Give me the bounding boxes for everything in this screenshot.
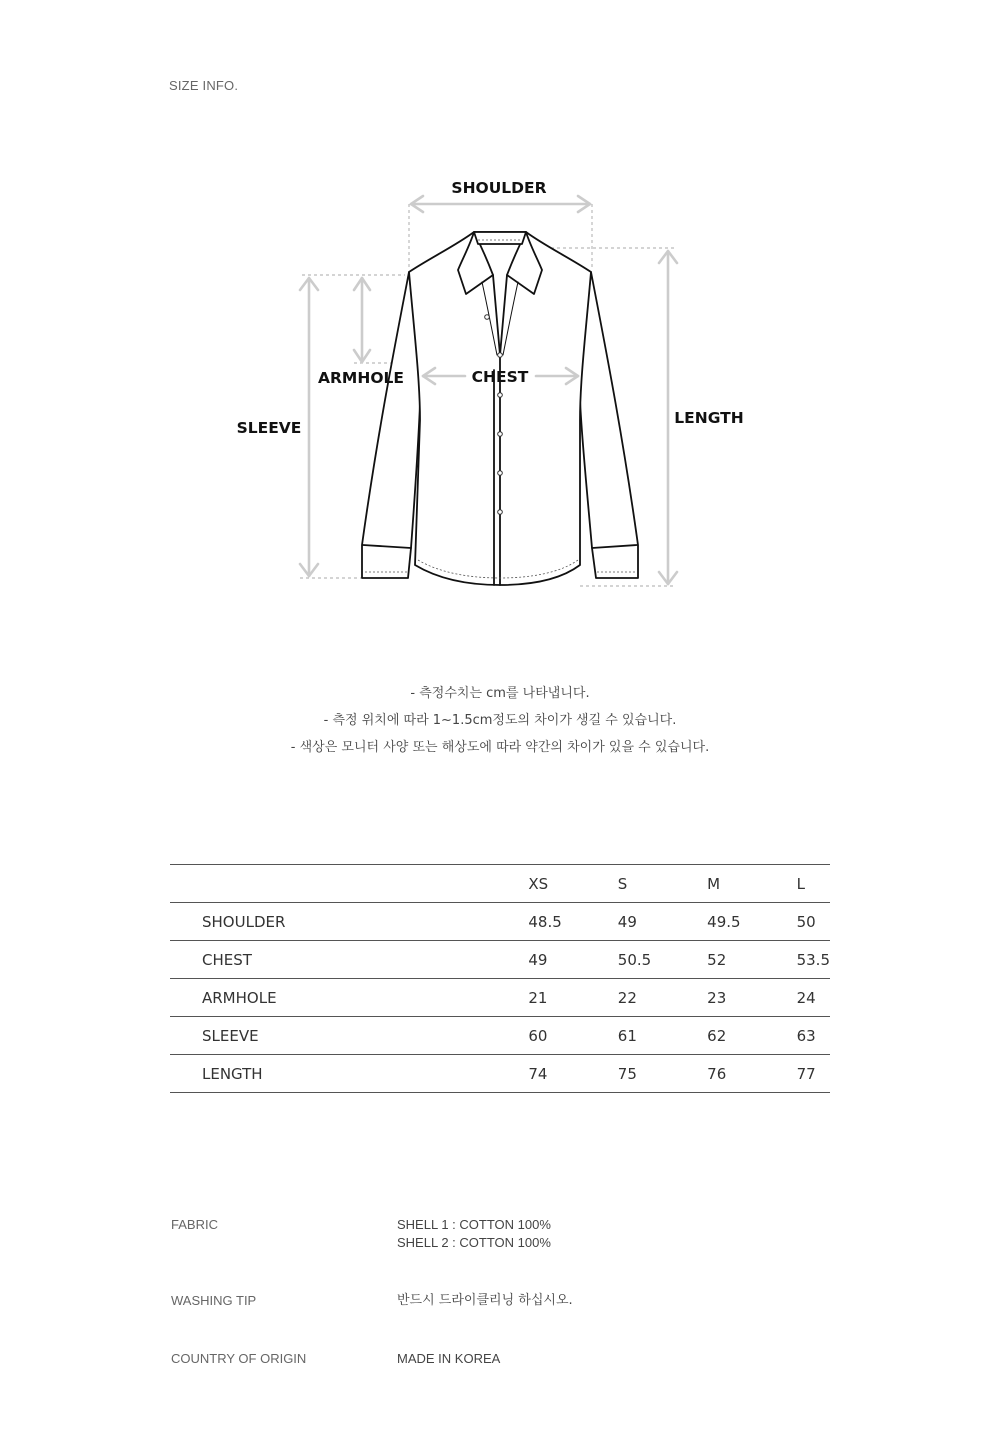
table-header-row — [170, 865, 830, 903]
table-cell: 53.5 — [797, 941, 830, 979]
label-length: LENGTH — [674, 409, 744, 427]
table-header-cell: M — [707, 865, 796, 903]
table-cell: 61 — [618, 1017, 707, 1055]
table-cell: 49 — [618, 903, 707, 941]
table-cell: 49.5 — [707, 903, 796, 941]
washing-tip-value: 반드시 드라이클리닝 하십시오. — [397, 1293, 573, 1308]
table-header-cell: L — [797, 865, 830, 903]
table-cell: 63 — [797, 1017, 830, 1055]
fabric-line: SHELL 1 : COTTON 100% — [397, 1217, 551, 1232]
country-of-origin-label: COUNTRY OF ORIGIN — [171, 1351, 307, 1366]
table-row — [170, 903, 830, 941]
right-sleeve — [579, 272, 638, 578]
table-cell: 74 — [528, 1055, 617, 1093]
note-line: - 측정수치는 cm를 나타냅니다. — [410, 686, 590, 701]
fabric-label: FABRIC — [171, 1217, 218, 1232]
table-cell: 52 — [707, 941, 796, 979]
row-label: LENGTH — [170, 1055, 528, 1093]
size-table — [170, 864, 830, 1093]
label-shoulder: SHOULDER — [451, 179, 547, 197]
table-cell: 24 — [797, 979, 830, 1017]
label-sleeve: SLEEVE — [236, 419, 302, 437]
table-cell: 50 — [797, 903, 830, 941]
table-row — [170, 979, 830, 1017]
table-row — [170, 1055, 830, 1093]
table-cell: 60 — [528, 1017, 617, 1055]
row-label: SHOULDER — [170, 903, 528, 941]
table-cell: 76 — [707, 1055, 796, 1093]
table-cell: 23 — [707, 979, 796, 1017]
table-cell: 21 — [528, 979, 617, 1017]
table-header-cell — [170, 865, 528, 903]
table-cell: 49 — [528, 941, 617, 979]
label-chest: CHEST — [471, 368, 529, 386]
table-cell: 77 — [797, 1055, 830, 1093]
table-cell: 22 — [618, 979, 707, 1017]
washing-tip-label: WASHING TIP — [171, 1293, 257, 1308]
fabric-line: SHELL 2 : COTTON 100% — [397, 1235, 551, 1250]
note-line: - 측정 위치에 따라 1~1.5cm정도의 차이가 생길 수 있습니다. — [323, 713, 677, 728]
table-cell: 48.5 — [528, 903, 617, 941]
label-armhole: ARMHOLE — [318, 369, 404, 387]
row-label: CHEST — [170, 941, 528, 979]
table-header-cell: S — [618, 865, 707, 903]
left-sleeve — [362, 272, 421, 578]
measurement-notes — [0, 680, 1000, 761]
table-cell: 50.5 — [618, 941, 707, 979]
shirt-size-diagram — [0, 160, 1000, 610]
row-label: ARMHOLE — [170, 979, 528, 1017]
section-title: SIZE INFO. — [169, 78, 239, 93]
table-header-cell: XS — [528, 865, 617, 903]
table-row — [170, 1017, 830, 1055]
shirt-outline — [362, 232, 638, 585]
table-cell: 75 — [618, 1055, 707, 1093]
table-row — [170, 941, 830, 979]
fabric-value — [397, 1216, 551, 1252]
row-label: SLEEVE — [170, 1017, 528, 1055]
country-of-origin-value: MADE IN KOREA — [397, 1351, 501, 1366]
table-cell: 62 — [707, 1017, 796, 1055]
note-line: - 색상은 모니터 사양 또는 해상도에 따라 약간의 차이가 있을 수 있습니다. — [290, 740, 710, 755]
